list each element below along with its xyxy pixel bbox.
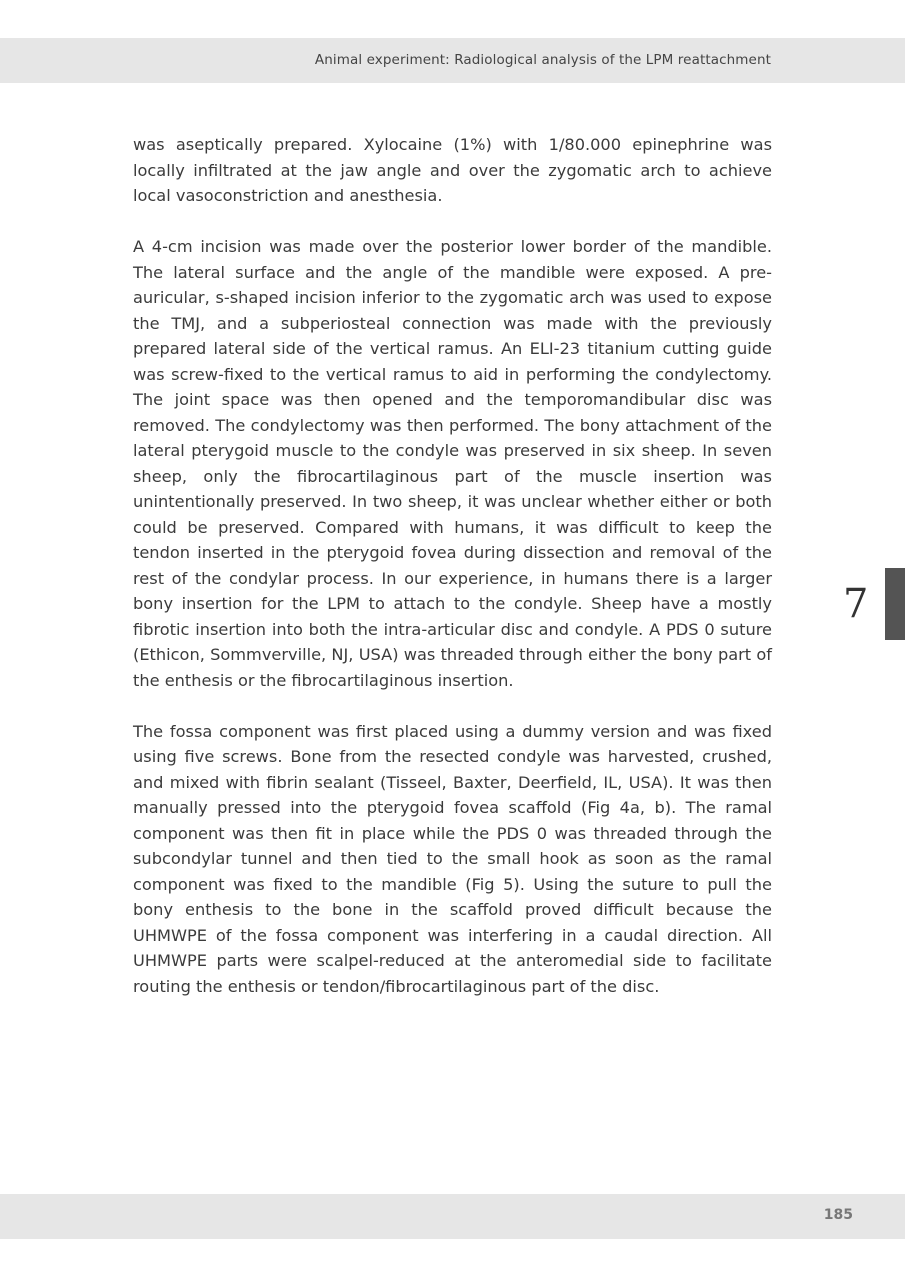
paragraph: A 4-cm incision was made over the posterior lower border of the mandible. The lateral surface and the angle of the mandible were exposed. A pre-auricular, s-shaped incision inferior to the zygomatic arch was used to expose the TMJ, and a subperiosteal connection was made with the previously prepared lateral side of the vertical ramus. An ELI-23 titanium cutting guide was screw-fixed to the vertical ramus to aid in performing the condylectomy. The joint space was then opened and the temporomandibular disc was removed. The condylectomy was then performed. The bony attachment of the lateral pterygoid muscle to the condyle was preserved in six sheep. In seven sheep, only the fibrocartilaginous part of the muscle insertion was unintentionally preserved. In two sheep, it was unclear whether either or both could be preserved. Compared with humans, it was difficult to keep the tendon inserted in the pterygoid fovea during dissection and removal of the rest of the condylar process. In our experience, in humans there is a larger bony insertion for the LPM to attach to the condyle. Sheep have a mostly fibrotic insertion into both the intra-articular disc and condyle. A PDS 0 suture (Ethicon, Sommverville, NJ, USA) was threaded through either the bony part of the enthesis or the fibrocartilaginous insertion. — [133, 237, 772, 690]
page-footer — [0, 1194, 905, 1239]
page-number: 185 — [823, 1207, 853, 1223]
paragraph: was aseptically prepared. Xylocaine (1%) with 1/80.000 epinephrine was locally infiltrated at the jaw angle and over the zygomatic arch to achieve local vasoconstriction and anesthesia. — [133, 135, 772, 205]
running-header — [0, 38, 905, 83]
chapter-number: 7 — [843, 581, 869, 627]
body-text — [133, 132, 772, 999]
paragraph: The fossa component was first placed using a dummy version and was fixed using five screws. Bone from the resected condyle was harvested, crushed, and mixed with fibrin sealant (Tisseel, Baxter, Deerfield, IL, USA). It was then manually pressed into the pterygoid fovea scaffold (Fig 4a, b). The ramal component was then fit in place while the PDS 0 was threaded through the subcondylar tunnel and then tied to the small hook as soon as the ramal component was fixed to the mandible (Fig 5). Using the suture to pull the bony enthesis to the bone in the scaffold proved difficult because the UHMWPE of the fossa component was interfering in a caudal direction. All UHMWPE parts were scalpel-reduced at the anteromedial side to facilitate routing the enthesis or tendon/fibrocartilaginous part of the disc. — [133, 721, 772, 996]
running-header-title: Animal experiment: Radiological analysis of the LPM reattachment — [314, 52, 771, 68]
chapter-tab — [885, 568, 905, 640]
